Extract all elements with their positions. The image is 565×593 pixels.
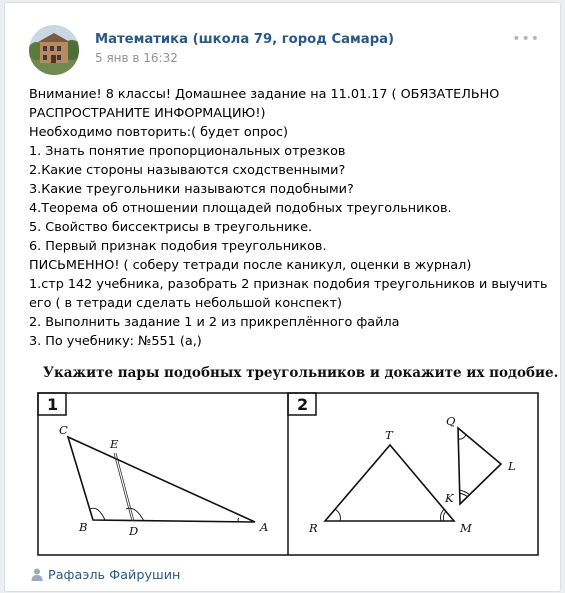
vertex-label: T [385,428,393,442]
text-line: 6. Первый признак подобия треугольников. [29,239,327,254]
text-line: 3. По учебнику: №551 (а,) [29,334,202,349]
text-line: 1. Знать понятие пропорциональных отрезков [29,144,346,159]
post-date[interactable]: 5 янв в 16:32 [95,51,178,65]
vertex-label: L [508,459,516,473]
figure-caption: Укажите пары подобных треугольников и докажите их подобие. [43,365,559,381]
text-line: Внимание! 8 классы! Домашнее задание на 11.01.17 ( ОБЯЗАТЕЛЬНО РАСПРОСТРАНИТЕ ИНФОРМАЦИЮ!) [29,87,500,121]
vertex-label: K [445,491,454,505]
vertex-label: E [110,437,119,451]
panel-number: 1 [47,395,59,414]
vertex-label: B [79,520,88,534]
vertex-label: M [460,521,472,535]
text-line: Необходимо повторить:( будет опрос) [29,125,289,140]
signature-name: Рафаэль Файрушин [48,568,181,583]
vertex-label: Q [446,414,456,428]
text-line: 4.Теорема об отношении площадей подобных треугольников. [29,201,452,216]
text-line: 3.Какие треугольники называются подобными? [29,182,354,197]
text-line: 5. Свойство биссектрисы в треугольнике. [29,220,313,235]
group-avatar[interactable] [29,25,79,75]
text-line: 2. Выполнить задание 1 и 2 из прикреплённого файла [29,315,400,330]
building-photo-icon [29,25,79,75]
triangles-drawing [35,391,545,561]
vertex-label: D [129,524,139,538]
ellipsis-icon[interactable]: ••• [512,31,540,47]
post-text [29,85,549,351]
text-line: 1.стр 142 учебника, разобрать 2 признак подобия треугольников и выучить его ( в тетради сделать небольшой конспект) [29,277,548,311]
text-line: 2.Какие стороны называются сходственными? [29,163,346,178]
signature-link[interactable] [31,568,180,585]
post-card [4,2,561,592]
vertex-label: C [59,423,68,437]
vertex-label: A [260,520,269,534]
panel-number: 2 [297,395,309,414]
person-icon [31,568,43,585]
attached-image[interactable] [35,363,559,553]
group-name-link[interactable]: Математика (школа 79, город Самара) [95,32,395,47]
vertex-label: R [309,521,318,535]
text-line: ПИСЬМЕННО! ( соберу тетради после каникул, оценки в журнал) [29,258,472,273]
